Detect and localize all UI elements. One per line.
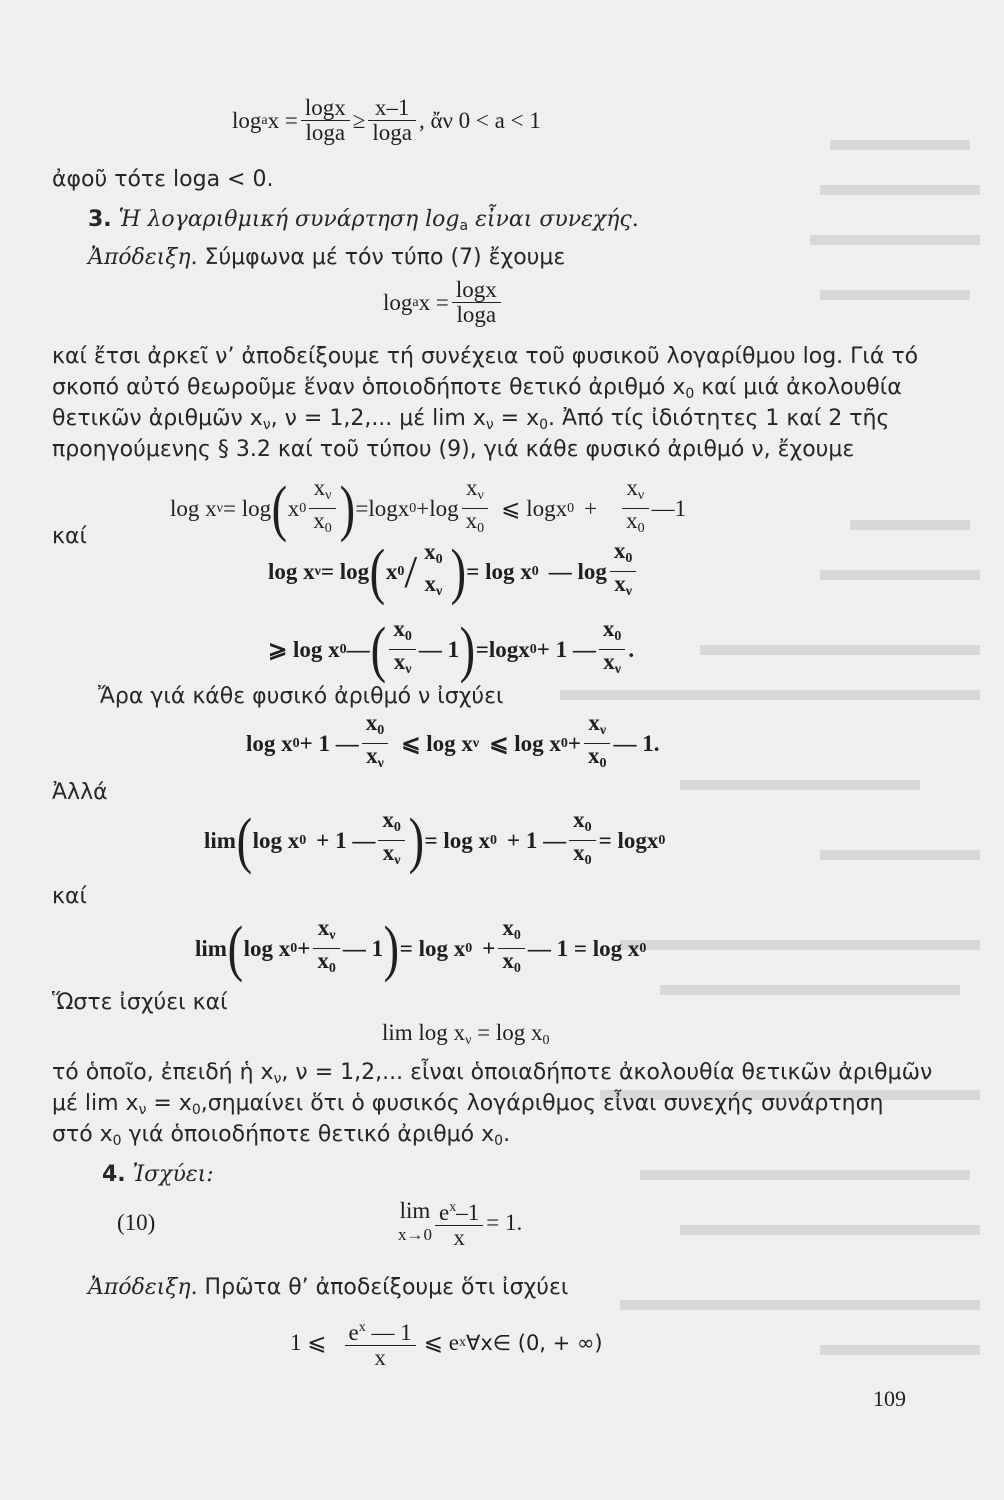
eq5-sub-0: 0	[339, 641, 347, 657]
eq8-b: +	[297, 935, 311, 961]
eq4-paren-open: (	[369, 537, 386, 606]
eq11-b: ⩽ e	[423, 1330, 459, 1355]
text-oste: Ὥστε ἰσχύει καί	[52, 990, 228, 1015]
paragraph-line-7	[52, 1120, 510, 1156]
eq3-h: —1	[651, 495, 687, 521]
eq10-num	[435, 1196, 483, 1226]
eq3-f1-den	[309, 509, 336, 541]
equation-bounds	[246, 711, 659, 776]
eq3-b: = log	[222, 495, 272, 521]
eq1-fraction-2	[368, 96, 416, 145]
eq9-b: = log x	[471, 1020, 543, 1045]
eq5-sub-0b: 0	[529, 641, 537, 657]
eq3-c: x	[287, 495, 300, 521]
eq1-f2-den: loga	[372, 120, 412, 145]
eq4-f2-den-sub: ν	[625, 584, 633, 599]
eq8-f1-num	[313, 916, 340, 949]
eq4-f2-den-x: x	[614, 571, 626, 596]
eq7-lim: lim	[204, 827, 236, 853]
eq3-d: =logx	[355, 495, 410, 521]
eq5-f2-den-sub: ν	[614, 662, 621, 677]
eq8-f2-num	[498, 916, 525, 949]
eq1-fraction-1	[301, 96, 350, 145]
text-ara: Ἄρα γιά κάθε φυσικό ἀριθμό ν ἰσχύει	[98, 684, 504, 709]
para5-text-a: τό ὁποῖο, ἐπειδή ἡ x	[52, 1060, 274, 1085]
eq7-paren-open: (	[236, 806, 253, 875]
eq6-e: +	[567, 730, 581, 756]
eq5-frac-2	[599, 617, 626, 682]
eq8-d: = log x	[399, 935, 466, 961]
eq7-f2-num-x: x	[573, 807, 585, 832]
eq3-e: +log	[416, 495, 459, 521]
section-3-heading	[88, 205, 639, 241]
eq6-b: + 1 —	[299, 730, 359, 756]
eq6-f2-den	[584, 744, 611, 776]
eq4-e: — log	[548, 558, 607, 584]
proof-1-text: Σύμφωνα μέ τόν τύπο (7) ἔχουμε	[197, 245, 566, 270]
eq7-f1-den-x: x	[382, 840, 395, 865]
eq8-frac-2	[498, 916, 525, 981]
eq3-sub-0c: 0	[567, 500, 575, 516]
eq3-f3-den	[622, 509, 649, 541]
eq7-frac-2	[569, 808, 596, 873]
eq8-f1-den-sub: 0	[328, 961, 336, 976]
eq5-paren-open: (	[370, 615, 386, 684]
eq6-f1-den	[362, 744, 389, 776]
eq5-f1-num-sub: 0	[404, 629, 412, 644]
eq2-lhs: log	[383, 289, 413, 315]
eq3-f1-num-x: x	[313, 475, 326, 500]
eq3-f2-num-sub: ν	[477, 488, 484, 503]
eq8-sub-0b: 0	[465, 940, 473, 956]
eq3-f3-num	[622, 476, 649, 509]
eq4-frac-2	[610, 539, 637, 604]
eq7-f1-num	[378, 808, 405, 841]
eq2-lhs-x: x =	[418, 289, 449, 315]
eq3-f1-den-sub: 0	[324, 521, 332, 536]
eq8-f1-num-sub: ν	[329, 928, 336, 943]
eq6-f1-num-x: x	[365, 710, 378, 735]
eq10-num-sup: x	[449, 1200, 457, 1215]
text-kai-1: καί	[52, 524, 87, 549]
section-3-sub: a	[459, 218, 469, 234]
eq4-a: log x	[268, 558, 315, 584]
equation-limit-2	[195, 916, 646, 981]
eq6-f1-num	[362, 711, 389, 744]
eq4-sub-0b: 0	[531, 563, 539, 579]
para3-text-d: . Ἀπό τίς ἰδιότητες 1 καί 2 τῆς	[548, 406, 890, 431]
para3-sub-v2: ν	[485, 417, 494, 433]
eq8-f2-den-sub: 0	[513, 961, 521, 976]
eq5-paren-close: )	[459, 615, 476, 684]
eq5-frac-1	[389, 617, 416, 682]
eq11-num-e: e	[348, 1320, 359, 1345]
eq1-geq: ≥	[352, 107, 366, 133]
eq8-a: log x	[243, 935, 291, 961]
eq7-f2-den-sub: 0	[584, 853, 592, 868]
eq4-f2-num	[610, 539, 637, 572]
eq6-f1-den-sub: ν	[377, 756, 384, 771]
eq4-f1-den	[420, 572, 447, 604]
eq3-f2-den	[462, 509, 489, 541]
eq3-frac-1	[309, 476, 336, 541]
eq3-frac-3	[622, 476, 649, 541]
section-3-number: 3.	[88, 207, 112, 232]
eq8-f2-num-sub: 0	[513, 928, 521, 943]
eq8-lim: lim	[195, 935, 227, 961]
eq1-lhs: log	[232, 107, 262, 133]
eq4-f2-num-sub: 0	[625, 551, 633, 566]
eq5-b: —	[346, 636, 370, 662]
proof-1-intro	[88, 243, 565, 273]
eq3-f3-num-x: x	[626, 475, 638, 500]
eq4-f1-den-sub: ν	[435, 583, 443, 599]
eq3-f2-den-x: x	[465, 508, 478, 533]
para7-text-c: .	[503, 1122, 511, 1147]
eq5-c: — 1	[418, 636, 460, 662]
paragraph-line-1: καί ἔτσι ἀρκεῖ ν’ ἀποδείξουμε τή συνέχεια τοῦ φυσικοῦ λογαρίθμου log. Γιά τό	[52, 344, 919, 369]
eq6-a: log x	[246, 730, 293, 756]
eq7-c: = log x	[424, 827, 491, 853]
eq8-frac-1	[313, 916, 340, 981]
text-kai-2: καί	[52, 884, 87, 909]
eq6-f2-num	[584, 711, 611, 744]
para2-text-b: καί μιά ἀκολουθία	[694, 375, 902, 400]
eq3-frac-2	[462, 476, 489, 541]
eq2-den: loga	[456, 302, 497, 327]
eq11-num-end: — 1	[365, 1320, 412, 1345]
para7-sub-0: 0	[112, 1133, 122, 1149]
eq5-f2-num-sub: 0	[614, 629, 622, 644]
eq6-f2-den-sub: 0	[599, 756, 607, 771]
eq3-paren-close: )	[339, 474, 355, 543]
equation-exp-bounds	[290, 1316, 603, 1370]
eq9-a: lim log x	[382, 1020, 466, 1045]
equation-10-label: (10)	[117, 1210, 156, 1235]
eq6-frac-1	[362, 711, 389, 776]
para6-text-c: ,σημαίνει ὅτι ὁ φυσικός λογάριθμος εἶναι συνεχής συνάρτηση	[200, 1091, 884, 1116]
eq7-f2-num-sub: 0	[584, 820, 592, 835]
para6-sub-v: ν	[138, 1102, 147, 1118]
eq7-paren-close: )	[408, 806, 424, 875]
eq3-f2-num-x: x	[466, 475, 478, 500]
eq8-e: +	[482, 935, 496, 961]
eq10-num-e: e	[439, 1200, 450, 1225]
paragraph-line-4: προηγούμενης § 3.2 καί τοῦ τύπου (9), γιά κάθε φυσικό ἀριθμό ν, ἔχουμε	[52, 437, 855, 462]
eq6-f1-den-x: x	[366, 743, 378, 768]
eq8-sub-0c: 0	[639, 940, 647, 956]
eq7-f2-num	[569, 808, 596, 841]
eq3-f3-den-sub: 0	[637, 521, 645, 536]
eq11-num	[345, 1316, 416, 1346]
eq4-f1-num	[420, 540, 447, 572]
eq5-f2-den-x: x	[603, 649, 615, 674]
para3-text-b: , ν = 1,2,... μέ lim x	[270, 406, 486, 431]
eq9-sub-v: ν	[465, 1033, 472, 1048]
eq8-f2-num-x: x	[502, 915, 514, 940]
eq3-f: ⩽ logx	[501, 495, 568, 521]
para6-text-b: = x	[146, 1091, 192, 1116]
eq4-paren-close: )	[450, 537, 466, 606]
eq11-frac	[345, 1316, 416, 1370]
eq5-f1-den-x: x	[393, 649, 406, 674]
eq11-c: ∀x∈ (0, + ∞)	[465, 1331, 603, 1355]
eq7-f2-den	[569, 841, 596, 873]
proof-2-label: Ἀπόδειξη.	[88, 1275, 198, 1300]
eq11-a: 1 ⩽	[290, 1330, 327, 1355]
eq5-a: ⩾ log x	[268, 636, 340, 662]
eq7-d: + 1 —	[507, 827, 567, 853]
eq10-under: x→0	[398, 1225, 432, 1244]
eq10-lim: lim	[399, 1198, 431, 1223]
equation-log-inequality	[232, 96, 541, 145]
eq4-f1-num-sub: 0	[435, 551, 443, 567]
proof-2-text: Πρῶτα θ’ ἀποδείξουμε ὅτι ἰσχύει	[197, 1275, 569, 1300]
equation-log-xv-3	[268, 617, 634, 682]
eq10-den: x	[453, 1225, 465, 1250]
eq3-sub-0: 0	[299, 500, 307, 516]
eq3-f1-den-x: x	[313, 508, 325, 533]
eq8-f1-num-x: x	[317, 915, 330, 940]
proof-2-intro	[88, 1273, 568, 1303]
equation-loga-ratio	[383, 278, 504, 327]
eq2-lhs-sub: a	[412, 294, 419, 310]
eq6-frac-2	[584, 711, 611, 776]
eq3-sub-0b: 0	[409, 500, 417, 516]
eq8-c: — 1	[342, 935, 384, 961]
eq8-f1-den	[313, 949, 340, 981]
eq5-f2-num-x: x	[602, 616, 615, 641]
eq7-sub-0c: 0	[658, 832, 666, 848]
eq5-f2-den	[599, 650, 626, 682]
eq4-frac-1	[420, 540, 447, 604]
eq8-f2-den-x: x	[502, 948, 514, 973]
eq4-b: = log	[320, 558, 370, 584]
eq6-d: ⩽ log x	[489, 730, 561, 756]
eq7-frac-1	[378, 808, 405, 873]
eq10-limit	[398, 1199, 432, 1247]
para5-sub: ν	[273, 1071, 282, 1087]
eq5-f1-den	[389, 650, 416, 682]
para6-text-a: μέ lim x	[52, 1091, 139, 1116]
eq7-f1-num-x: x	[382, 807, 394, 832]
proof-1-label: Ἀπόδειξη.	[88, 245, 198, 270]
eq8-f: — 1 = log x	[527, 935, 640, 961]
eq10-rhs: = 1.	[486, 1210, 523, 1235]
section-4-title: Ἰσχύει:	[132, 1162, 214, 1187]
para7-text-a: στό x	[52, 1122, 113, 1147]
eq4-sub-0: 0	[397, 563, 405, 579]
eq7-e: = logx	[598, 827, 659, 853]
equation-10	[398, 1196, 522, 1250]
para7-text-b: γιά ὁποιοδήποτε θετικό ἀριθμό x	[121, 1122, 495, 1147]
eq11-den: x	[374, 1345, 386, 1370]
eq11-num-sup: x	[358, 1320, 366, 1335]
eq2-fraction	[452, 278, 501, 327]
eq7-sub-0b: 0	[490, 832, 498, 848]
eq10-frac	[435, 1196, 483, 1250]
eq3-f2-den-sub: 0	[477, 521, 485, 536]
eq5-f1-den-sub: ν	[405, 662, 412, 677]
eq6-f2-num-x: x	[588, 710, 600, 735]
eq8-paren-close: )	[383, 914, 400, 983]
eq7-f2-den-x: x	[573, 840, 585, 865]
eq3-g: +	[584, 495, 598, 521]
para5-text-b: , ν = 1,2,... εἶναι ὁποιαδήποτε ἀκολουθία θετικῶν ἀριθμῶν	[281, 1060, 933, 1085]
eq6-f: — 1.	[613, 730, 660, 756]
eq8-sub-0: 0	[290, 940, 298, 956]
eq1-f1-den: loga	[305, 120, 346, 145]
para2-sub: 0	[685, 386, 695, 402]
eq7-f1-num-sub: 0	[393, 820, 401, 835]
section-4-heading	[102, 1160, 214, 1190]
eq7-f1-den-sub: ν	[394, 853, 401, 868]
equation-lim-log	[382, 1020, 550, 1049]
eq6-f2-num-sub: ν	[599, 723, 607, 738]
eq6-sub-0b: 0	[560, 735, 568, 751]
eq7-f1-den	[378, 841, 405, 873]
para6-sub-0: 0	[191, 1102, 201, 1118]
equation-limit-1	[204, 808, 665, 873]
eq4-d: = log x	[466, 558, 532, 584]
eq2-num: logx	[452, 278, 501, 303]
eq8-f1-den-x: x	[317, 948, 329, 973]
eq3-sub-v: ν	[216, 500, 223, 516]
eq4-sub-v: ν	[314, 563, 321, 579]
para3-text: θετικῶν ἀριθμῶν x	[52, 406, 263, 431]
text-alla: Ἀλλά	[52, 780, 108, 805]
eq5-f1-num-x: x	[393, 616, 405, 641]
equation-log-xv-2: log x ν = log ( x 0 / $x_0$ $x_\nu$ ) = log x 0 — log $\frac{x_0}{x_\nu}$	[268, 539, 639, 604]
para2-text: σκοπό αὐτό θεωροῦμε ἕναν ὁποιοδήποτε θετικό ἀριθμό x	[52, 375, 686, 400]
eq11-b-sup: x	[458, 1335, 466, 1350]
eq6-f2-den-x: x	[587, 743, 600, 768]
eq3-f1-num	[309, 476, 336, 509]
eq1-lhs-sub: a	[261, 112, 268, 128]
eq10-num-end: –1	[456, 1200, 480, 1225]
page-number: 109	[873, 1386, 906, 1411]
eq4-f2-num-x: x	[613, 538, 626, 563]
eq3-f1-num-sub: ν	[325, 488, 332, 503]
section-3-title: Ἡ λογαριθμική συνάρτηση log	[118, 207, 460, 232]
eq3-f2-num	[462, 476, 489, 509]
eq5-d: =logx	[475, 636, 530, 662]
equation-log-xv-1	[170, 476, 686, 541]
eq5-f2-num	[599, 617, 626, 650]
eq8-paren-open: (	[227, 914, 244, 983]
eq1-condition: , ἄν 0 < a < 1	[418, 107, 541, 133]
eq5-f1-num	[389, 617, 416, 650]
eq4-f2-den	[610, 572, 637, 604]
eq7-a: log x	[252, 827, 300, 853]
eq3-a: log x	[170, 495, 217, 521]
eq3-f3-num-sub: ν	[637, 488, 645, 503]
eq5-e: + 1 —	[536, 636, 596, 662]
eq6-f1-num-sub: 0	[377, 723, 385, 738]
eq1-f1-num: logx	[301, 96, 350, 121]
text-since-loga: ἀφοῦ τότε loga < 0.	[52, 167, 274, 192]
eq8-f2-den	[498, 949, 525, 981]
eq3-paren-open: (	[271, 474, 288, 543]
para3-text-c: = x	[493, 406, 540, 431]
eq4-c: x	[385, 558, 398, 584]
eq9-sub-0: 0	[542, 1033, 550, 1048]
eq4-f1-den-x: x	[424, 570, 436, 596]
para3-sub-v: ν	[262, 417, 271, 433]
eq4-f1-num-x: x	[424, 538, 436, 564]
eq6-sub-v: ν	[472, 735, 480, 751]
para3-sub-0: 0	[539, 417, 549, 433]
para7-sub-0b: 0	[494, 1133, 504, 1149]
eq6-sub-0: 0	[292, 735, 300, 751]
eq7-b: + 1 —	[316, 827, 376, 853]
eq6-c: ⩽ log x	[401, 730, 473, 756]
eq7-sub-0: 0	[299, 832, 307, 848]
eq1-lhs-x: x =	[267, 107, 298, 133]
eq1-f2-num: x–1	[368, 96, 416, 121]
eq3-f3-den-x: x	[626, 508, 638, 533]
section-4-number: 4.	[102, 1162, 126, 1187]
eq5-f: .	[628, 636, 635, 662]
section-3-title-end: εἶναι συνεχής.	[468, 207, 639, 232]
